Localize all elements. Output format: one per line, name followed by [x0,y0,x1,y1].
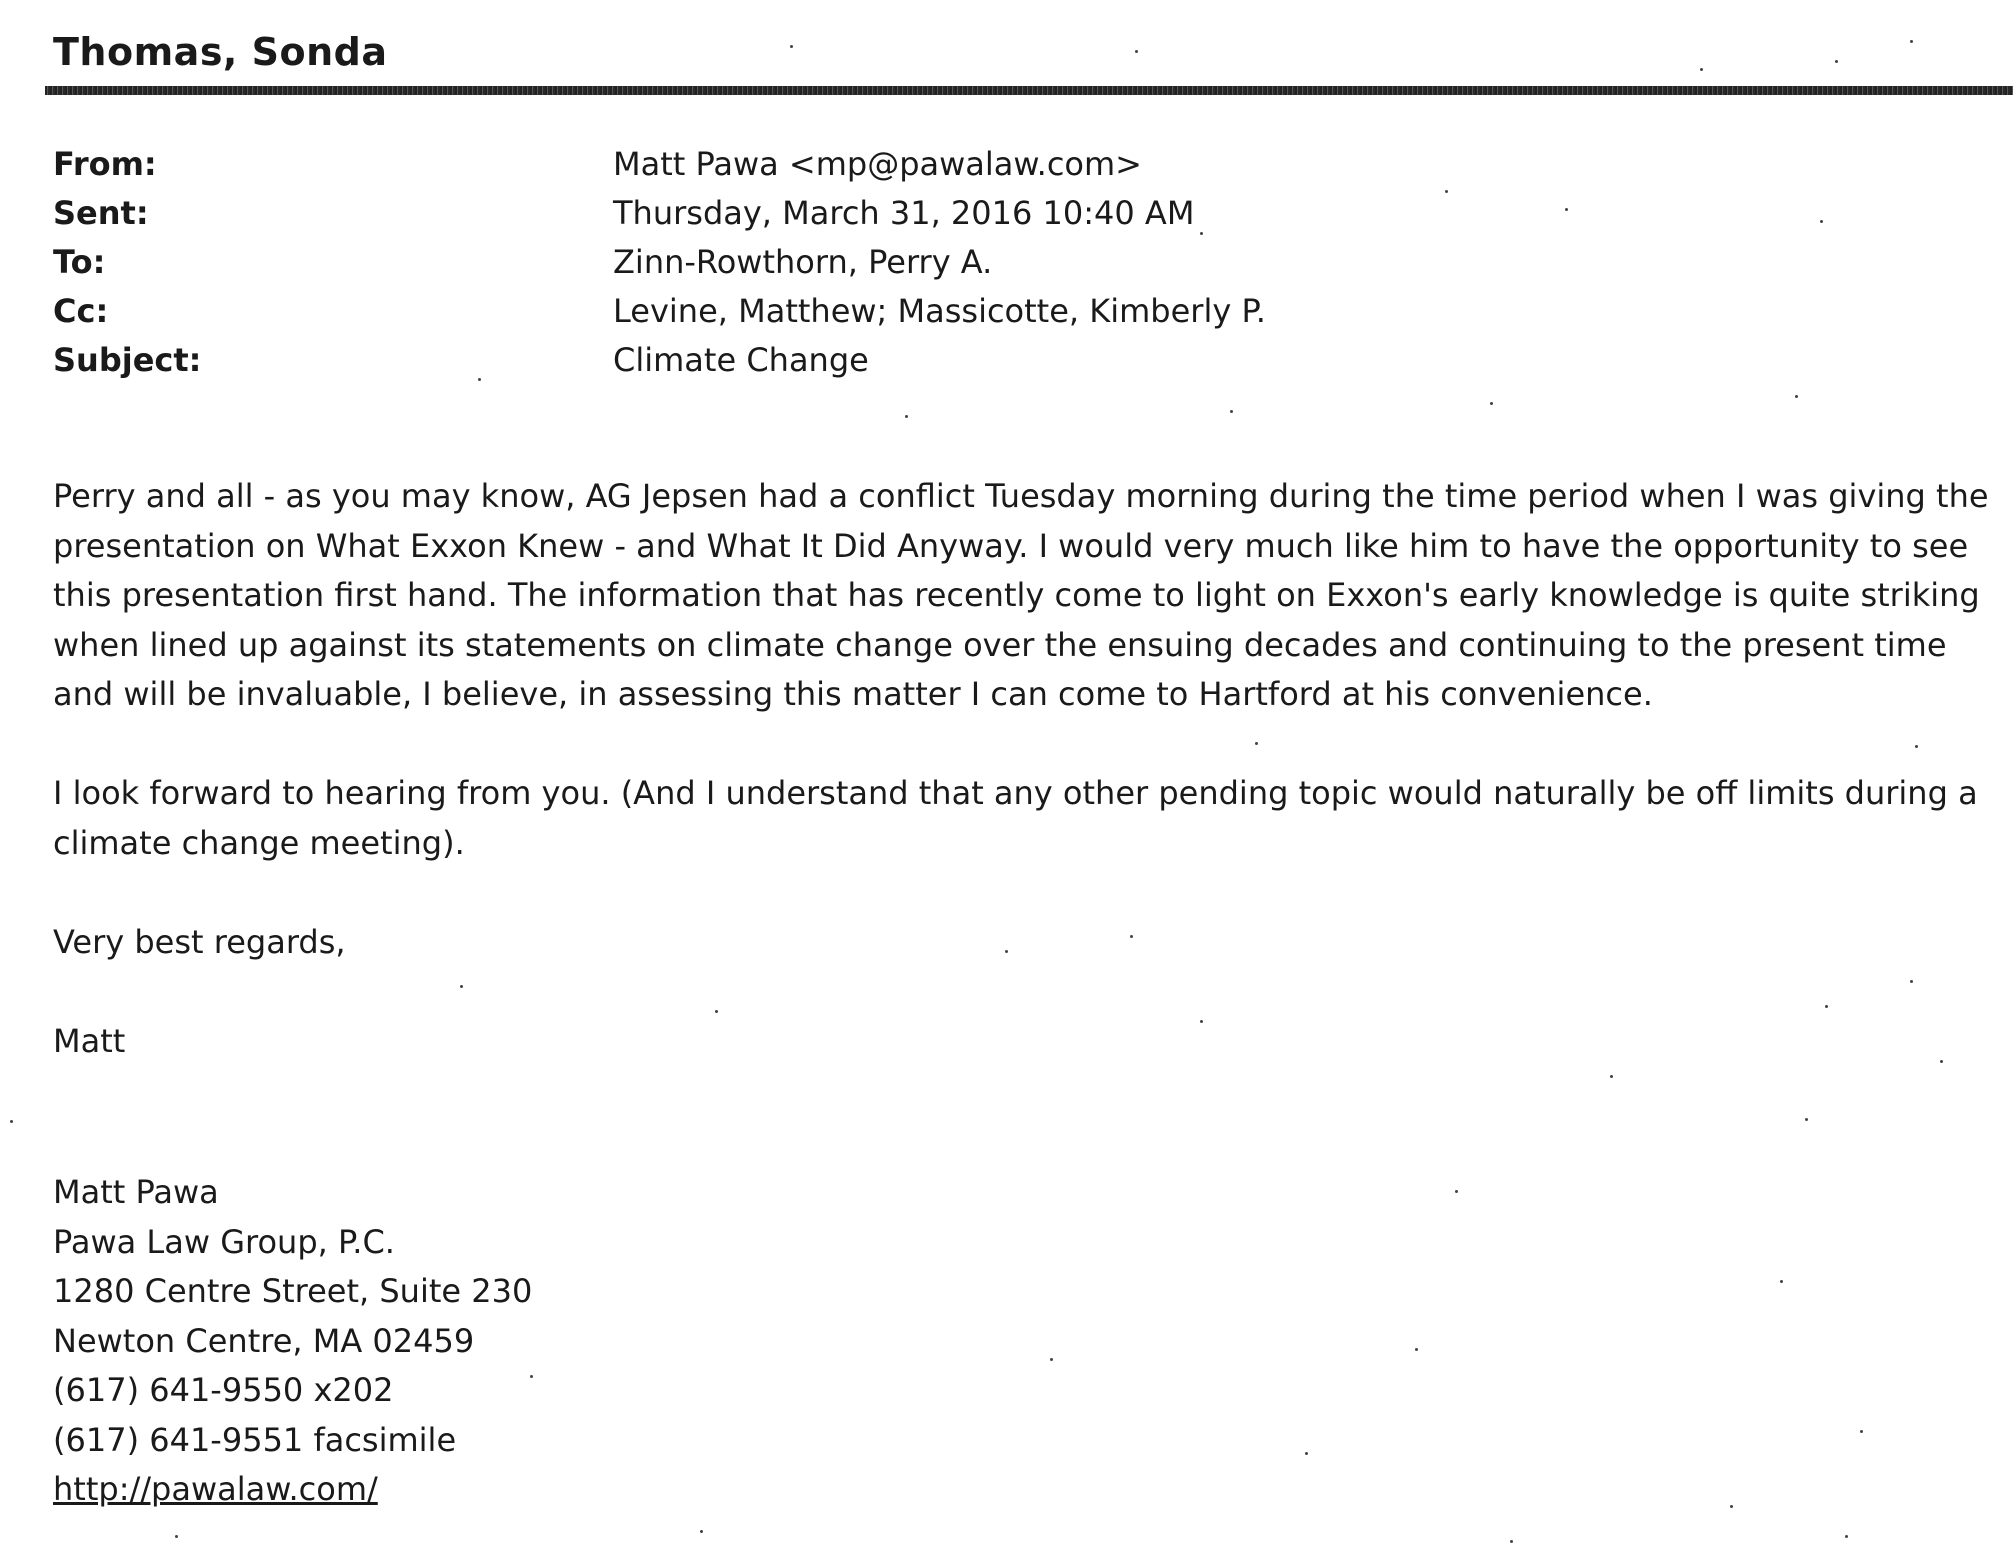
scan-speck [715,1010,718,1013]
scan-speck [790,45,793,48]
scan-speck [1610,1075,1613,1078]
scan-speck [1200,232,1203,235]
cc-value: Levine, Matthew; Massicotte, Kimberly P. [613,292,1266,330]
scan-speck [530,1375,533,1378]
signature-address-line-1: 1280 Centre Street, Suite 230 [53,1272,533,1310]
body-paragraph-1 [53,472,2003,720]
scan-speck [1835,60,1838,63]
closing-salutation: Very best regards, [53,922,346,961]
to-value: Zinn-Rowthorn, Perry A. [613,243,993,281]
email-body [53,472,2003,1066]
scan-speck [1490,402,1493,405]
scan-speck [1845,1535,1848,1538]
signature-website-link[interactable]: http://pawalaw.com/ [53,1470,378,1508]
document-title: Thomas, Sonda [53,30,388,74]
scan-speck [1510,1540,1513,1543]
scan-speck [1135,50,1138,53]
signature-name: Matt Pawa [53,1173,219,1211]
scan-speck [1700,68,1703,71]
scan-speck [175,1535,178,1538]
sent-label: Sent: [53,194,149,232]
subject-value: Climate Change [613,341,869,379]
scan-speck [1455,1190,1458,1193]
signature-address-line-2: Newton Centre, MA 02459 [53,1321,475,1360]
scan-speck [905,415,908,418]
sent-value: Thursday, March 31, 2016 10:40 AM [613,194,1195,232]
scan-speck [10,1120,13,1123]
body-line: and will be invaluable, I believe, in assessing this matter I can come to Hartford at his convenience. [53,675,1653,713]
scan-speck [1565,208,1568,211]
scan-speck [1445,190,1448,193]
body-line: when lined up against its statements on climate change over the ensuing decades and continuing to the present time [53,625,1947,664]
scan-speck [1940,1060,1943,1063]
scan-speck [1910,980,1913,983]
from-value: Matt Pawa <mp@pawalaw.com> [613,145,1142,183]
body-line: presentation on What Exxon Knew - and What It Did Anyway. I would very much like him to have the opportunity to see [53,526,1969,565]
scan-speck [1910,40,1913,43]
body-paragraph-2 [53,769,2003,868]
subject-label: Subject: [53,341,202,379]
scan-speck [1005,950,1008,953]
body-line: I look forward to hearing from you. (And I understand that any other pending topic would naturally be off limits during a [53,774,1978,812]
scan-speck [1255,742,1258,745]
scan-speck [478,378,481,381]
scan-speck [1825,1005,1828,1008]
scan-speck [1820,220,1823,223]
body-line: Perry and all - as you may know, AG Jepsen had a conflict Tuesday morning during the time period when I was giving the [53,477,1989,515]
to-label: To: [53,243,106,281]
scan-speck [1130,935,1133,938]
scan-speck [1795,395,1798,398]
signoff-name: Matt [53,1021,126,1060]
scan-speck [700,1530,703,1533]
scan-speck [1305,1452,1308,1455]
signature-fax: (617) 641-9551 facsimile [53,1420,457,1459]
scan-speck [460,985,463,988]
body-line: this presentation first hand. The information that has recently come to light on Exxon's early knowledge is quite striking [53,576,1980,614]
scan-speck [1200,1020,1203,1023]
scan-speck [1805,1118,1808,1121]
email-signature [53,1168,532,1515]
scan-speck [1780,1280,1783,1283]
from-label: From: [53,145,157,183]
signature-phone: (617) 641-9550 x202 [53,1371,394,1409]
scan-speck [1915,745,1918,748]
scan-speck [1230,410,1233,413]
scan-speck [1415,1348,1418,1351]
scan-speck [1860,1430,1863,1433]
cc-label: Cc: [53,292,109,330]
title-divider [45,86,2013,95]
scan-speck [1050,1358,1053,1361]
scan-speck [1730,1505,1733,1508]
body-line: climate change meeting). [53,823,465,862]
signature-firm: Pawa Law Group, P.C. [53,1222,395,1261]
